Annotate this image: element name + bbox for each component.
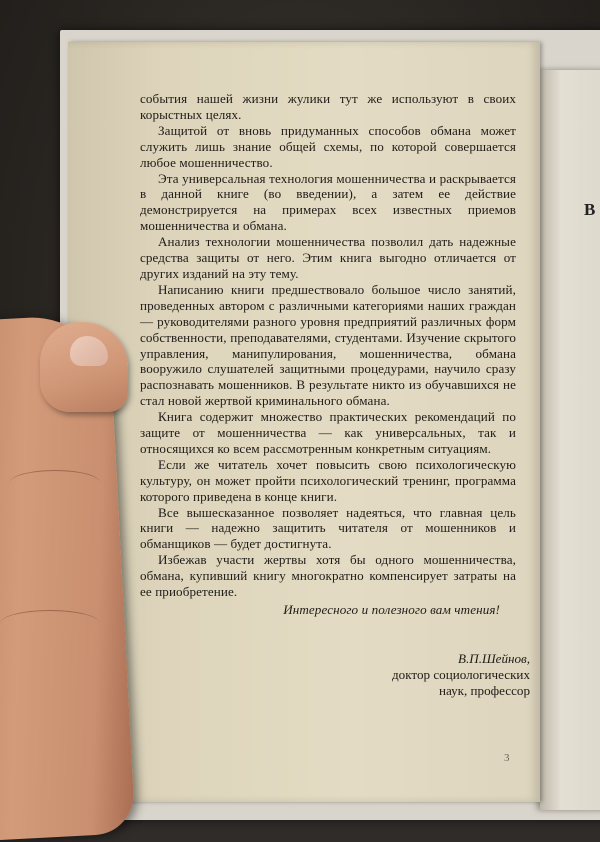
- facing-page-letter: В: [584, 200, 596, 219]
- paragraph: Эта универсальная технология мошенничества и раскрывается в данной книге (во введении), а затем ее действие демонстрируется на примерах всех известных приемов мошенничества и обмана.: [140, 170, 516, 234]
- paragraph: Избежав участи жертвы хотя бы одного мошенничества, обмана, купивший книгу многократно компенсирует затраты на ее приобретение.: [140, 552, 516, 600]
- knuckle-crease: [0, 610, 100, 637]
- author-signature: [300, 651, 530, 699]
- paragraph: Защитой от вновь придуманных способов обмана может служить лишь знание общей схемы, по которой совершается любое мошенничество.: [140, 122, 516, 170]
- page-number: 3: [504, 752, 510, 764]
- closing-wish: Интересного и полезного вам чтения!: [283, 602, 500, 617]
- paragraph: Если же читатель хочет повысить свою психологическую культуру, он может пройти психологический тренинг, программа которого приведена в конце книги.: [140, 456, 516, 504]
- page-body-text: [140, 91, 516, 618]
- paragraph: Анализ технологии мошенничества позволил дать надежные средства защиты от него. Этим книга выгодно отличается от других изданий на эту тему.: [140, 234, 516, 281]
- author-name: В.П.Шейнов,: [457, 651, 530, 666]
- author-title-line: наук, профессор: [438, 683, 530, 698]
- paragraph: события нашей жизни жулики тут же используют в своих корыстных целях.: [140, 91, 516, 122]
- facing-page-edge: [540, 70, 600, 810]
- paragraph: Книга содержит множество практических рекомендаций по защите от мошенничества — как универсальных, так и относящихся ко всем рассмотренным конкретным ситуациям.: [140, 409, 516, 456]
- paragraph: Все вышесказанное позволяет надеяться, что главная цель книги — надежно защитить читателя от мошенников и обманщиков — будет достигнута.: [140, 504, 516, 552]
- paragraph: Написанию книги предшествовало большое число занятий, проведенных автором с различными категориями наших граждан — руководителями разного уровня предприятий различных форм собственности, преподавателями, студентами. Изучение скрытого управления, манипулирования, мошенничества, обмана вооружило слушателей защитными процедурами, научило сразу распознавать мошенников. В результате никто из обучавшихся не стал новой жертвой криминального обмана.: [140, 281, 516, 409]
- author-title-line: доктор социологических: [392, 667, 530, 682]
- knuckle-crease: [10, 470, 100, 495]
